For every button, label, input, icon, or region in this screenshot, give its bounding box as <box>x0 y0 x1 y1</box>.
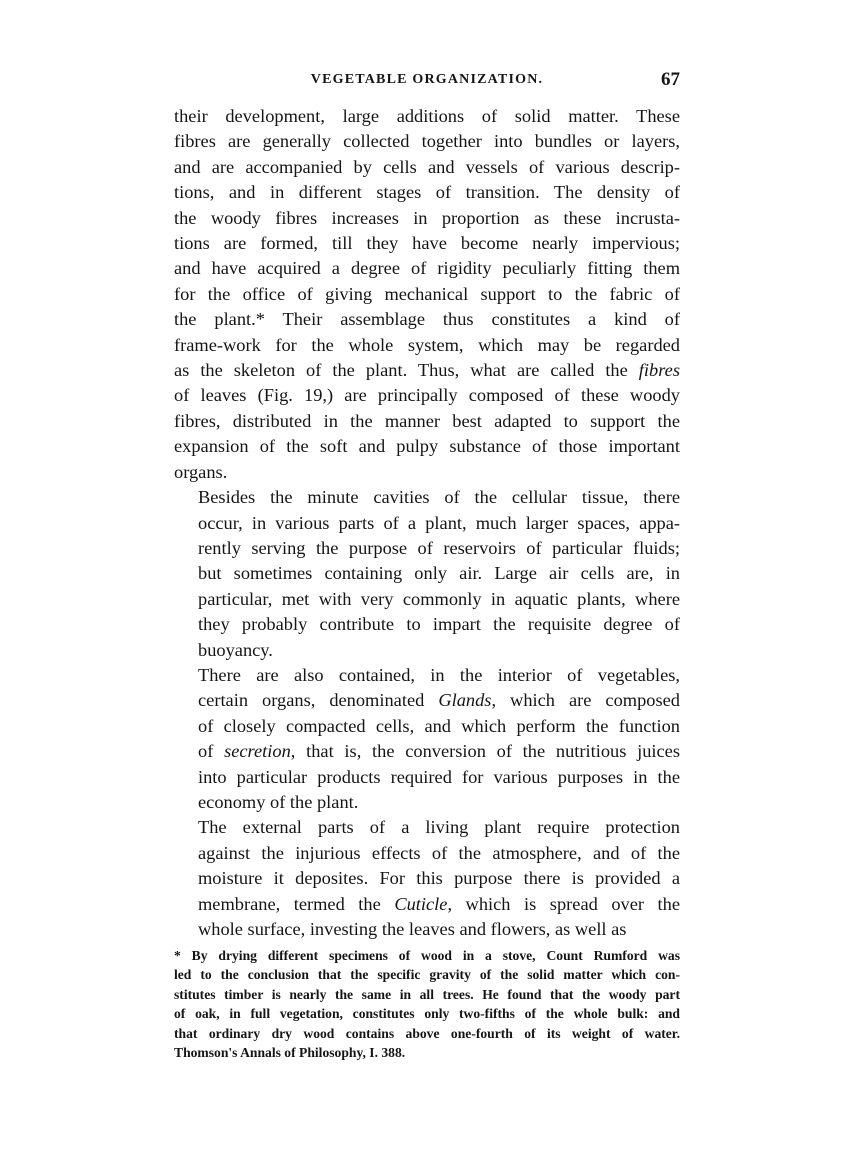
footnote-line: * By drying different specimens of wood in a stove, Count Rumford was <box>174 948 680 963</box>
text-line: rently serving the purpose of reservoirs of particular fluids; <box>198 537 680 558</box>
text-line: of secretion, that is, the conversion of the nutritious juices <box>198 741 681 762</box>
text-line: and are accompanied by cells and vessels of various descrip- <box>174 156 680 177</box>
body-text <box>174 104 680 942</box>
running-head <box>174 69 680 98</box>
text-line: tions are formed, till they have become nearly impervious; <box>174 233 680 254</box>
text-line: whole surface, investing the leaves and flowers, as well as <box>198 919 627 939</box>
text-line: as the skeleton of the plant. Thus, what are called the fibres <box>174 360 680 381</box>
text-line: There are also contained, in the interior of vegetables, <box>198 664 680 685</box>
footnote-line: that ordinary dry wood contains above one-fourth of its weight of water. <box>174 1025 680 1041</box>
text-line: against the injurious effects of the atmosphere, and of the <box>198 842 680 863</box>
page-number: 67 <box>661 69 680 90</box>
text-line: buoyancy. <box>198 639 273 660</box>
text-line: The external parts of a living plant require protection <box>198 817 680 838</box>
paragraph <box>174 485 680 663</box>
text-line: occur, in various parts of a plant, much larger spaces, appa- <box>198 512 680 533</box>
paragraph <box>174 663 680 815</box>
text-line: frame-work for the whole system, which may be regarded <box>174 334 680 355</box>
text-line: of closely compacted cells, and which perform the function <box>198 715 680 736</box>
text-line: but sometimes containing only air. Large air cells are, in <box>198 563 680 584</box>
text-line: of leaves (Fig. 19,) are principally composed of these woody <box>174 385 680 406</box>
text-line: they probably contribute to impart the requisite degree of <box>198 614 680 635</box>
text-line: tions, and in different stages of transition. The density of <box>174 182 680 203</box>
text-line: their development, large additions of solid matter. These <box>174 106 680 126</box>
text-line: for the office of giving mechanical support to the fabric of <box>174 283 680 304</box>
text-line: membrane, termed the Cuticle, which is spread over the <box>198 893 680 914</box>
text-line: certain organs, denominated Glands, which are composed <box>198 690 681 711</box>
text-line: and have acquired a degree of rigidity peculiarly fitting them <box>174 258 680 279</box>
footnote-line: Thomson's Annals of Philosophy, I. 388. <box>174 1045 406 1061</box>
footnote-line: stitutes timber is nearly the same in all trees. He found that the woody part <box>174 986 680 1002</box>
text-line: fibres are generally collected together into bundles or layers, <box>174 131 680 152</box>
text-line: particular, met with very commonly in aquatic plants, where <box>198 588 680 609</box>
text-line: moisture it deposites. For this purpose there is provided a <box>198 868 680 889</box>
paragraph <box>174 815 680 942</box>
footnote-line: of oak, in full vegetation, constitutes only two-fifths of the whole bulk: and <box>174 1006 680 1022</box>
footnote <box>174 946 680 1062</box>
text-line: economy of the plant. <box>198 791 359 812</box>
text-line: into particular products required for various purposes in the <box>198 766 680 787</box>
text-line: Besides the minute cavities of the cellular tissue, there <box>198 487 680 508</box>
paragraph <box>174 104 680 485</box>
footnote-line: led to the conclusion that the specific gravity of the solid matter which con- <box>174 967 680 983</box>
text-line: organs. <box>174 461 228 482</box>
text-line: expansion of the soft and pulpy substance of those important <box>174 436 680 457</box>
text-line: the plant.* Their assemblage thus constitutes a kind of <box>174 309 680 330</box>
running-head-title: VEGETABLE ORGANIZATION. <box>310 72 544 87</box>
text-line: the woody fibres increases in proportion as these incrusta- <box>174 207 680 228</box>
text-line: fibres, distributed in the manner best adapted to support the <box>174 410 680 431</box>
